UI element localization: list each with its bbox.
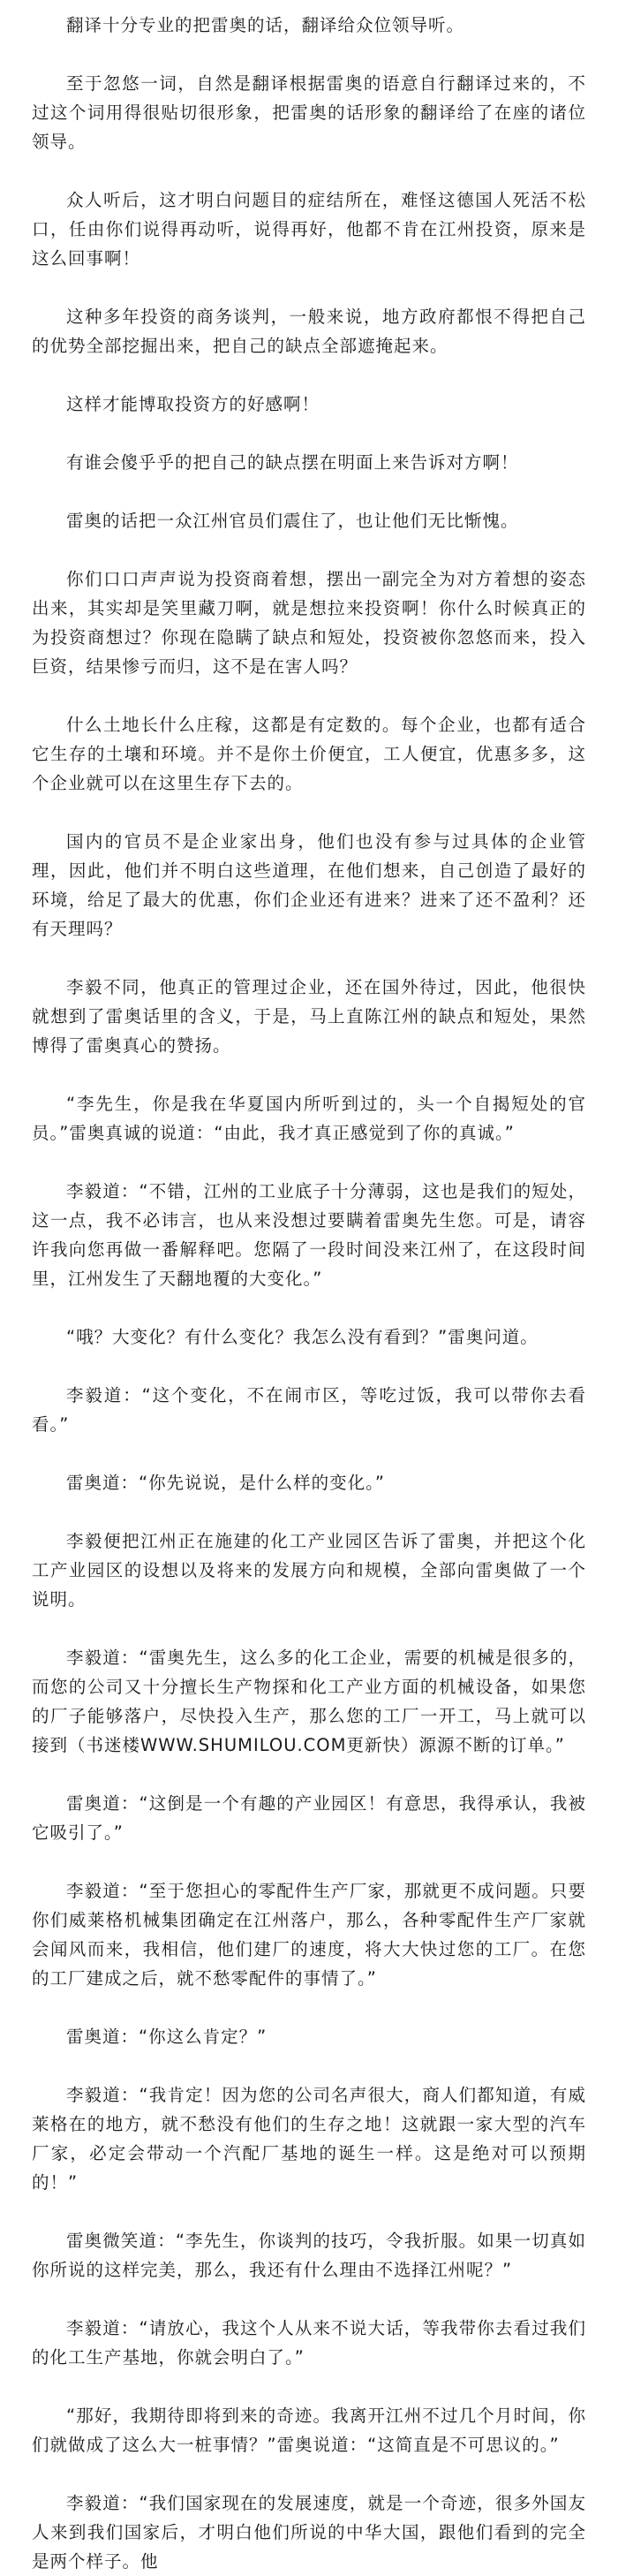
paragraph: 李毅不同，他真正的管理过企业，还在国外待过，因此，他很快就想到了雷奥话里的含义，于是，马上直陈江州的缺点和短处，果然博得了雷奥真心的赞扬。 [32,977,586,1056]
paragraph: 李毅道：“我肯定！因为您的公司名声很大，商人们都知道，有威莱格在的地方，就不愁没有他们的生存之地！这就跟一家大型的汽车厂家，必定会带动一个汽配厂基地的诞生一样。这是绝对可以预期的！” [32,2085,586,2193]
paragraph: 雷奥道：“这倒是一个有趣的产业园区！有意思，我得承认，我被它吸引了。” [32,1793,586,1843]
paragraph: 雷奥道：“你先说说，是什么样的变化。” [66,1473,385,1493]
paragraph: 李毅道：“这个变化，不在闹市区，等吃过饭，我可以带你去看看。” [32,1385,586,1435]
paragraph: 翻译十分专业的把雷奥的话，翻译给众位领导听。 [66,15,465,35]
paragraph: 李毅道：“至于您担心的零配件生产厂家，那就更不成问题。只要你们威莱格机械集团确定在江州落户，那么，各种零配件生产厂家就会闻风而来，我相信，他们建厂的速度，将大大快过您的工厂。在您的工厂建成之后，就不愁零配件的事情了。” [32,1881,586,1989]
paragraph: 李毅道：“不错，江州的工业底子十分薄弱，这也是我们的短处，这一点，我不必讳言，也从来没想过要瞒着雷奥先生您。可是，请容许我向您再做一番解释吧。您隔了一段时间没来江州了，在这段时间里，江州发生了天翻地覆的大变化。” [32,1181,586,1289]
paragraph: 有谁会傻乎乎的把自己的缺点摆在明面上来告诉对方啊！ [66,452,519,473]
paragraph: 你们口口声声说为投资商着想，摆出一副完全为对方着想的姿态出来，其实却是笑里藏刀啊，就是想拉来投资啊！你什么时候真正的为投资商想过？你现在隐瞒了缺点和短处，投资被你忽悠而来，投入巨资，结果惨亏而归，这不是在害人吗？ [32,569,586,677]
paragraph: 这种多年投资的商务谈判，一般来说，地方政府都恨不得把自己的优势全部挖掘出来，把自己的缺点全部遮掩起来。 [32,307,586,356]
paragraph: 李毅道：“雷奥先生，这么多的化工企业，需要的机械是很多的，而您的公司又十分擅长生产物探和化工产业方面的机械设备，如果您的厂子能够落户，尽快投入生产，那么您的工厂一开工，马上就可以接到（书迷楼WWW.SHUMILOU.COM更新快）源源不断的订单。” [32,1648,586,1755]
paragraph: 李毅道：“请放心，我这个人从来不说大话，等我带你去看过我们的化工生产基地，你就会明白了。” [32,2318,586,2368]
paragraph: 什么土地长什么庄稼，这都是有定数的。每个企业，也都有适合它生存的土壤和环境。并不是你土价便宜，工人便宜，优惠多多，这个企业就可以在这里生存下去的。 [32,715,586,793]
paragraph: 至于忽悠一词，自然是翻译根据雷奥的语意自行翻译过来的，不过这个词用得很贴切很形象，把雷奥的话形象的翻译给了在座的诸位领导。 [32,73,586,152]
paragraph: 雷奥微笑道：“李先生，你谈判的技巧，令我折服。如果一切真如你所说的这样完美，那么，我还有什么理由不选择江州呢？” [32,2231,586,2280]
paragraph: “哦？大变化？有什么变化？我怎么没有看到？”雷奥问道。 [66,1327,539,1347]
paragraph: 李毅道：“我们国家现在的发展速度，就是一个奇迹，很多外国友人来到我们国家后，才明白他们所说的中华大国，跟他们看到的完全是两个样子。他 [32,2493,586,2572]
paragraph: 雷奥道：“你这么肯定？” [66,2027,268,2047]
paragraph: 李毅便把江州正在施建的化工产业园区告诉了雷奥，并把这个化工产业园区的设想以及将来的发展方向和规模，全部向雷奥做了一个说明。 [32,1531,586,1610]
paragraph: 这样才能博取投资方的好感啊！ [66,394,320,414]
paragraph: 雷奥的话把一众江州官员们震住了，也让他们无比惭愧。 [66,511,519,531]
paragraph: 国内的官员不是企业家出身，他们也没有参与过具体的企业管理，因此，他们并不明白这些道理，在他们想来，自己创造了最好的环境，给足了最大的优惠，你们企业还有进来？进来了还不盈利？还有天理吗？ [32,831,586,939]
paragraph: “那好，我期待即将到来的奇迹。我离开江州不过几个月时间，你们就做成了这么大一桩事情？”雷奥说道：“这简直是不可思议的。” [32,2406,586,2455]
paragraph: “李先生，你是我在华夏国内所听到过的，头一个自揭短处的官员。”雷奥真诚的说道：“由此，我才真正感觉到了你的真诚。” [32,1094,586,1143]
paragraph: 众人听后，这才明白问题目的症结所在，难怪这德国人死活不松口，任由你们说得再动听，说得再好，他都不肯在江州投资，原来是这么回事啊！ [32,190,586,269]
